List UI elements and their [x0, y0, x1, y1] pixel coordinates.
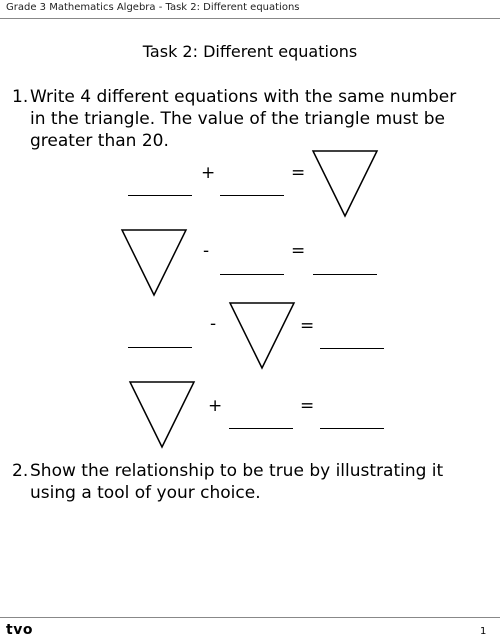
- question-2-text: Show the relationship to be true by illustrating it using a tool of your choice.: [30, 461, 444, 503]
- operator-equals: =: [291, 241, 306, 261]
- page-number: 1: [480, 626, 487, 637]
- triangle-shape: [228, 301, 296, 371]
- answer-blank: [128, 347, 192, 348]
- triangle-shape: [128, 380, 196, 450]
- tvo-logo: tvo: [6, 622, 33, 638]
- answer-blank: [313, 274, 377, 275]
- answer-blank: [320, 428, 384, 429]
- operator-minus: -: [210, 314, 217, 334]
- question-1-text: Write 4 different equations with the same number in the triangle. The value of the triangle must be greater than 20.: [30, 87, 457, 151]
- operator-plus: +: [201, 163, 216, 183]
- answer-blank: [128, 195, 192, 196]
- operator-equals: =: [291, 163, 306, 183]
- triangle-shape: [311, 149, 379, 219]
- question-2-number: 2.: [12, 461, 29, 481]
- header-divider: [0, 18, 500, 19]
- page-title: Task 2: Different equations: [142, 42, 358, 61]
- operator-plus: +: [208, 396, 223, 416]
- question-1-number: 1.: [12, 87, 29, 107]
- answer-blank: [229, 428, 293, 429]
- operator-equals: =: [300, 396, 315, 416]
- answer-blank: [220, 274, 284, 275]
- answer-blank: [220, 195, 284, 196]
- operator-minus: -: [203, 241, 210, 261]
- operator-equals: =: [300, 316, 315, 336]
- header-text: Grade 3 Mathematics Algebra - Task 2: Different equations: [6, 2, 300, 13]
- footer-divider: [0, 617, 500, 618]
- answer-blank: [320, 348, 384, 349]
- triangle-shape: [120, 228, 188, 298]
